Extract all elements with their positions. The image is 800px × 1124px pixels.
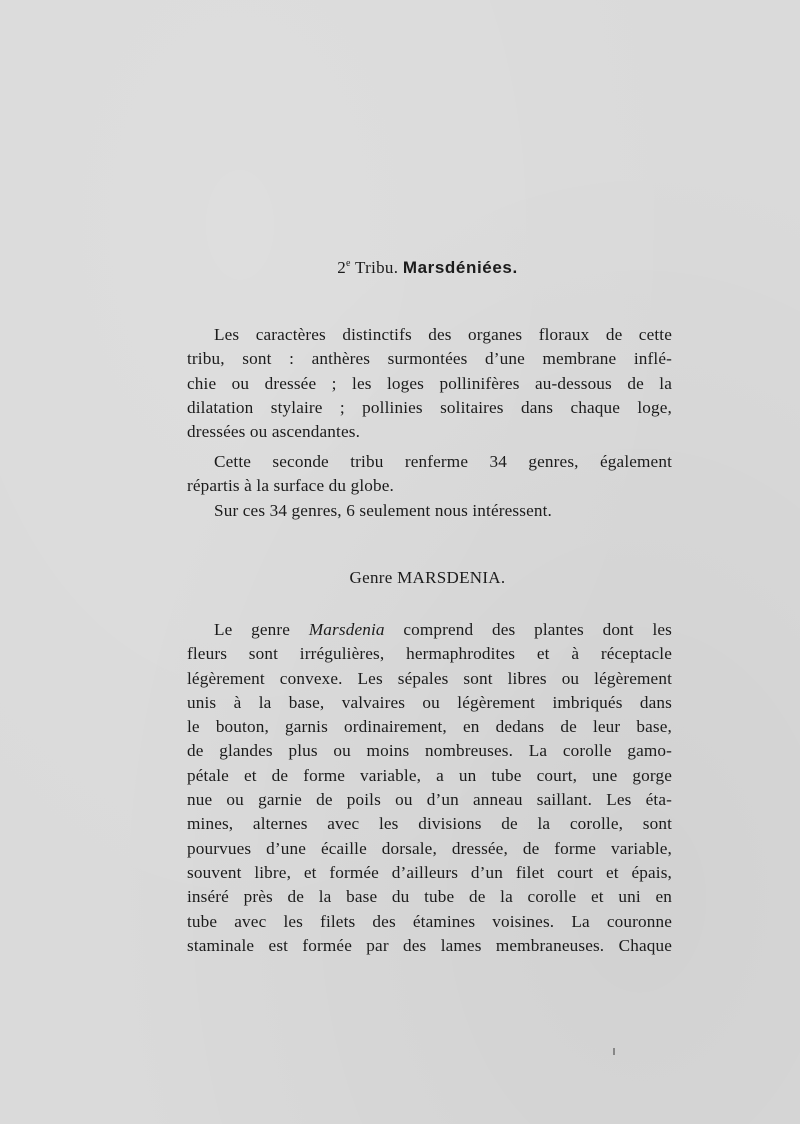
paragraph-tribe-characters bbox=[187, 323, 672, 444]
text-line: dressées ou ascendantes. bbox=[187, 422, 361, 442]
text-line-prefix: Le genre bbox=[214, 620, 309, 639]
text-line: de glandes plus ou moins nombreuses. La corolle gamo- bbox=[187, 741, 672, 761]
text-line: pourvues d’une écaille dorsale, dressée, de forme variable, bbox=[187, 838, 672, 858]
text-line: tube avec les filets des étamines voisines. La couronne bbox=[187, 911, 672, 931]
tribe-heading bbox=[0, 258, 800, 278]
genus-name-italic: Marsdenia bbox=[308, 620, 385, 639]
tribe-name: Marsdéniées. bbox=[402, 258, 518, 277]
genus-heading: Genre MARSDENIA. bbox=[349, 568, 506, 587]
paragraph-genera-interest bbox=[187, 499, 672, 523]
text-line: répartis à la surface du globe. bbox=[187, 476, 394, 496]
text-line: le bouton, garnis ordinairement, en dedans de leur base, bbox=[187, 717, 672, 737]
text-line: nue ou garnie de poils ou d’un anneau saillant. Les éta- bbox=[187, 790, 672, 810]
tribe-word: Tribu. bbox=[355, 258, 399, 277]
text-line: pétale et de forme variable, a un tube court, une gorge bbox=[187, 765, 672, 785]
text-line-suffix: comprend des plantes dont les bbox=[384, 620, 672, 639]
print-mark bbox=[613, 1048, 615, 1055]
text-line: souvent libre, et formée d’ailleurs d’un filet court et épais, bbox=[187, 862, 672, 882]
text-line bbox=[187, 618, 672, 642]
text-line: Les caractères distinctifs des organes floraux de cette bbox=[214, 325, 672, 344]
text-line: unis à la base, valvaires ou légèrement imbriqués dans bbox=[187, 692, 672, 712]
paragraph-genera-count bbox=[187, 450, 672, 499]
text-line: fleurs sont irrégulières, hermaphrodites et à réceptacle bbox=[187, 644, 672, 664]
text-line: Sur ces 34 genres, 6 seulement nous intéressent. bbox=[214, 501, 552, 520]
text-line: chie ou dressée ; les loges pollinifères au-dessous de la bbox=[187, 373, 672, 393]
text-line: légèrement convexe. Les sépales sont libres ou légèrement bbox=[187, 668, 672, 688]
text-line: staminale est formée par des lames membraneuses. Chaque bbox=[187, 935, 672, 955]
tribe-number: 2 bbox=[337, 258, 347, 277]
text-line: mines, alternes avec les divisions de la corolle, sont bbox=[187, 814, 672, 834]
text-line: dilatation stylaire ; pollinies solitaires dans chaque loge, bbox=[187, 397, 672, 417]
text-line: tribu, sont : anthères surmontées d’une membrane inflé- bbox=[187, 349, 672, 369]
text-line: inséré près de la base du tube de la corolle et uni en bbox=[187, 887, 672, 907]
tribe-number-superscript: e bbox=[346, 258, 351, 269]
text-line: Cette seconde tribu renferme 34 genres, également bbox=[214, 452, 672, 471]
paragraph-genus-description bbox=[187, 618, 672, 958]
